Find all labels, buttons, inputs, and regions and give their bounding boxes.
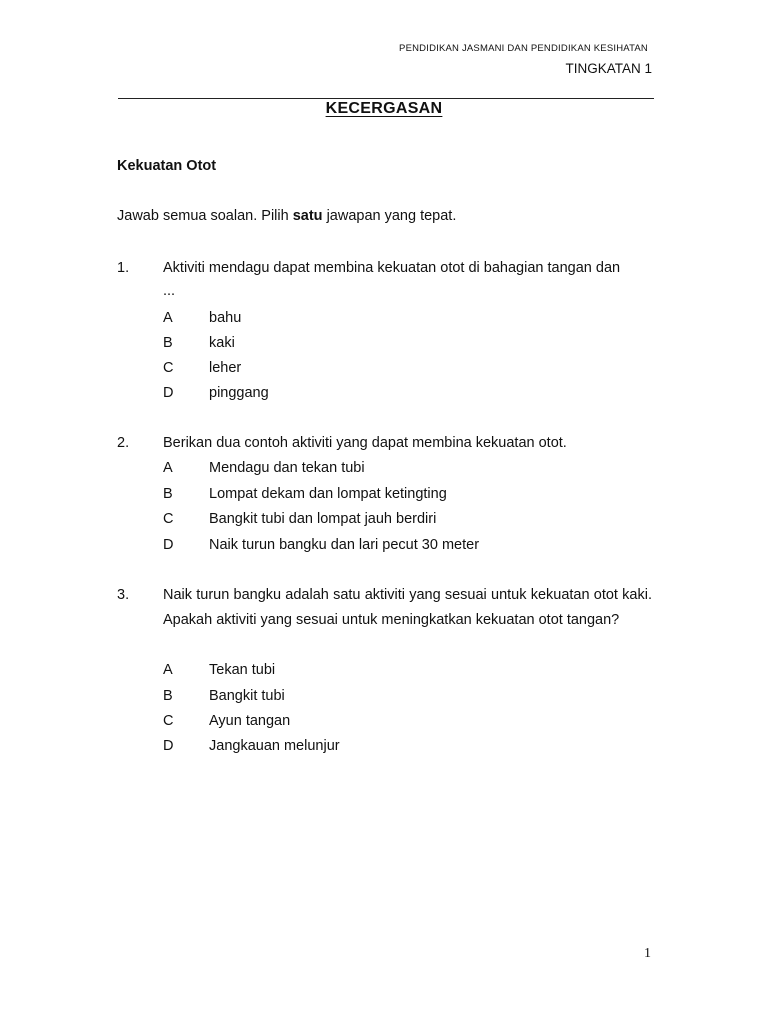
section-title: Kekuatan Otot [117, 158, 217, 174]
question-3-option-c-text: Ayun tangan [209, 713, 291, 729]
question-1-option-d-letter: D [163, 385, 174, 401]
question-2-option-d-text: Naik turun bangku dan lari pecut 30 meter [209, 537, 480, 553]
question-3-number: 3. [117, 587, 130, 603]
question-1-option-d-text: pinggang [209, 385, 269, 401]
question-3-text: Naik turun bangku adalah satu aktiviti yang sesuai untuk kekuatan otot kaki. Apakah aktiviti yang sesuai untuk meningkatkan kekuatan otot tangan? [163, 587, 652, 628]
page-title [0, 100, 768, 118]
header-subject: PENDIDIKAN JASMANI DAN PENDIDIKAN KESIHATAN [399, 43, 648, 54]
instruction [117, 208, 456, 224]
page-title-text: KECERGASAN [325, 100, 443, 117]
question-1-text: Aktiviti mendagu dapat membina kekuatan otot di bahagian tangan dan [163, 260, 621, 276]
question-3-option-b-text: Bangkit tubi [209, 688, 285, 704]
question-1-option-c-letter: C [163, 360, 174, 376]
question-2-option-d-letter: D [163, 537, 174, 553]
question-3-option-c-letter: C [163, 713, 174, 729]
question-3-option-d-text: Jangkauan melunjur [209, 738, 340, 754]
question-1-option-b-letter: B [163, 335, 173, 351]
header-divider [118, 98, 654, 99]
question-1-text-continued: ... [163, 283, 176, 299]
question-3-option-b-letter: B [163, 688, 173, 704]
question-2-option-c-text: Bangkit tubi dan lompat jauh berdiri [209, 511, 437, 527]
question-2-option-b-text: Lompat dekam dan lompat ketingting [209, 486, 447, 502]
header-level: TINGKATAN 1 [565, 61, 652, 76]
question-2-number: 2. [117, 435, 130, 451]
question-1-option-c-text: leher [209, 360, 242, 376]
question-3-option-d-letter: D [163, 738, 174, 754]
question-2-option-b-letter: B [163, 486, 173, 502]
question-2-option-a-text: Mendagu dan tekan tubi [209, 460, 365, 476]
question-3-option-a-letter: A [163, 662, 173, 678]
question-2-option-c-letter: C [163, 511, 174, 527]
question-1-option-b-text: kaki [209, 335, 235, 351]
page-number: 1 [644, 946, 651, 961]
question-1-option-a-text: bahu [209, 310, 242, 326]
instruction-before: Jawab semua soalan. Pilih [117, 208, 293, 224]
question-2-text: Berikan dua contoh aktiviti yang dapat membina kekuatan otot. [163, 435, 567, 451]
question-3-option-a-text: Tekan tubi [209, 662, 276, 678]
instruction-after: jawapan yang tepat. [322, 208, 457, 224]
instruction-bold: satu [292, 208, 323, 224]
question-1-number: 1. [117, 260, 130, 276]
question-2-option-a-letter: A [163, 460, 173, 476]
question-1-option-a-letter: A [163, 310, 173, 326]
